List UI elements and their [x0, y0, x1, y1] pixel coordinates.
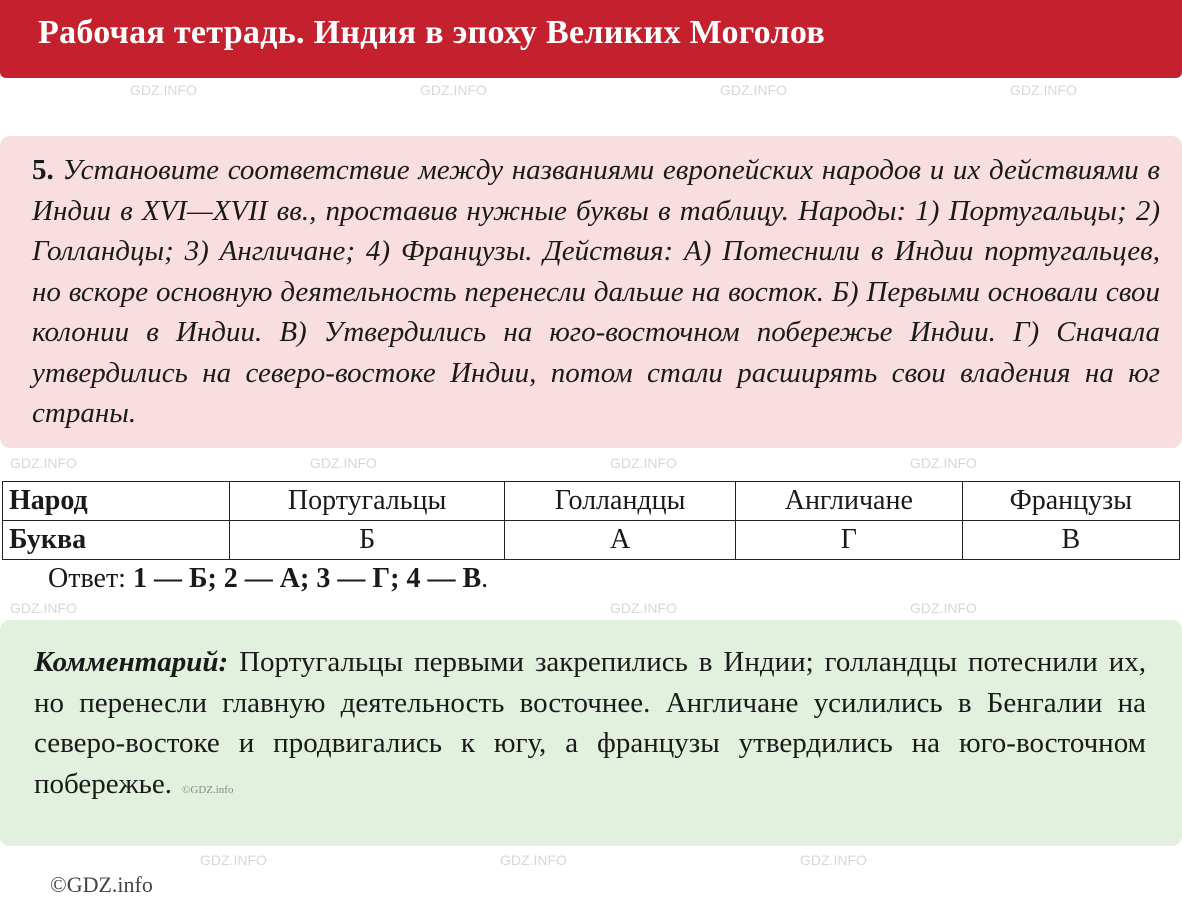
comment-text — [34, 642, 1146, 810]
header-bar — [0, 0, 1182, 78]
watermark-text: GDZ.INFO — [610, 600, 677, 616]
table-cell: В — [962, 521, 1179, 560]
comment-label: Комментарий: — [34, 646, 229, 678]
answer-table — [2, 481, 1180, 560]
watermark-text: GDZ.INFO — [720, 82, 787, 98]
watermark-text: GDZ.INFO — [800, 852, 867, 868]
table-cell: Французы — [962, 482, 1179, 521]
watermark-text: GDZ.INFO — [130, 82, 197, 98]
answer-prefix: Ответ: — [48, 563, 133, 594]
row-label: Народ — [3, 482, 230, 521]
answer-value: 1 — Б; 2 — А; 3 — Г; 4 — В — [132, 563, 482, 594]
table-cell: А — [505, 521, 736, 560]
inline-credit: ©GDZ.info — [182, 783, 234, 796]
watermark-text: GDZ.INFO — [10, 455, 77, 471]
watermark-text: GDZ.INFO — [910, 600, 977, 616]
table-cell: Англичане — [736, 482, 963, 521]
task-text — [32, 150, 1160, 434]
task-body: Установите соответствие между названиями европейских народов и их действиями в Индии в XVI—XVII вв., проставив нужные буквы в таблицу. Народы: 1) Португальцы; 2) Голландцы; 3) Англичане; 4) Французы. Действия: А) Потеснили в Индии португальцев, но вскоре основную деятельность перенесли дальше на восток. Б) Первыми основали свои колонии в Индии. В) Утвердились на юго-восточном побережье Индии. Г) Сначала утвердились на северо-востоке Индии, потом стали расширять свои владения на юг страны. — [32, 154, 1161, 429]
table-cell: Португальцы — [230, 482, 505, 521]
watermark-text: GDZ.INFO — [310, 455, 377, 471]
watermark-text: GDZ.INFO — [10, 600, 77, 616]
watermark-text: GDZ.INFO — [910, 455, 977, 471]
watermark-text: GDZ.INFO — [200, 852, 267, 868]
comment-body: Португальцы первыми закрепились в Индии; голландцы потеснили их, но перенесли главную деятельность восточнее. Англичане усилились в Бенгалии на северо-востоке и продвигались к югу, а французы утвердились на юго-восточном побережье. — [34, 646, 1146, 800]
footer-credit: ©GDZ.info — [50, 872, 153, 897]
table-cell: Г — [736, 521, 963, 560]
watermark-text: GDZ.INFO — [420, 82, 487, 98]
row-label: Буква — [3, 521, 230, 560]
table-cell: Голландцы — [505, 482, 736, 521]
table-row — [3, 482, 1180, 521]
page-title: Рабочая тетрадь. Индия в эпоху Великих Моголов — [38, 14, 826, 51]
table-cell: Б — [230, 521, 505, 560]
answer-suffix: . — [481, 563, 489, 594]
watermark-text: GDZ.INFO — [500, 852, 567, 868]
task-number: 5. — [32, 154, 54, 186]
watermark-text: GDZ.INFO — [610, 455, 677, 471]
answer-line — [48, 563, 488, 595]
watermark-text: GDZ.INFO — [1010, 82, 1077, 98]
table-row — [3, 521, 1180, 560]
